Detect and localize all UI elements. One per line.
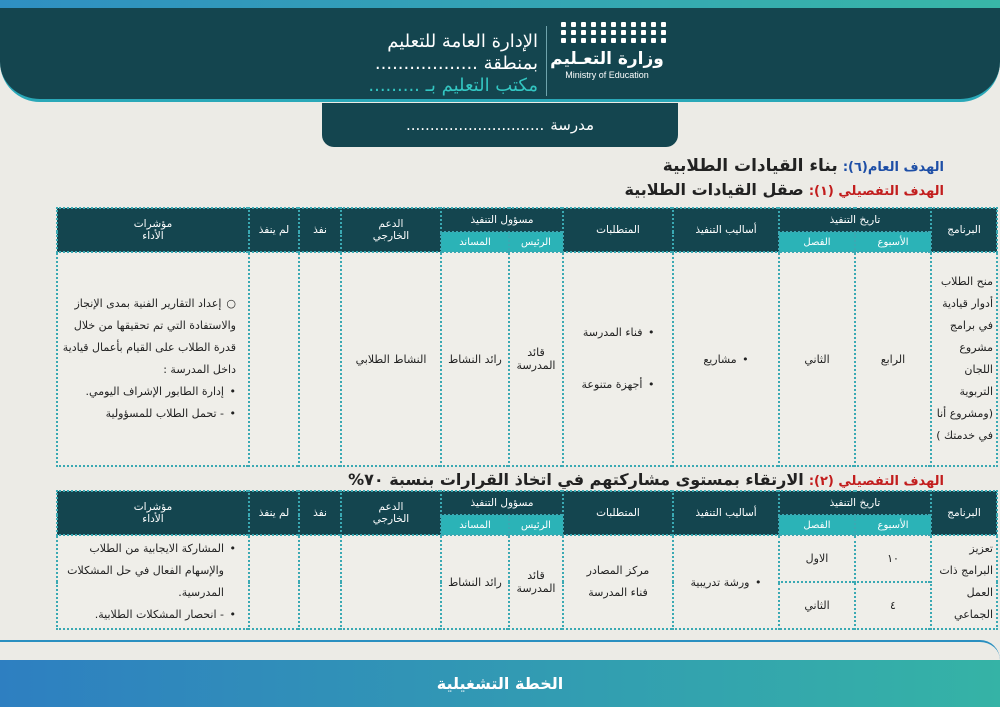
indicator-item: • إدارة الطابور الإشراف اليومي. [61,381,236,403]
footer-curve [0,640,1000,660]
done-cell [299,252,341,466]
indicator-item: • المشاركة الايجابية من الطلاب والإسهام الفعال في حل المشكلات المدرسية. [61,538,236,604]
general-goal-text: بناء القيادات الطلابية [662,156,838,176]
col-head: الرئيس [509,515,563,535]
header-text-block [368,30,538,97]
col-term: الفصل [779,232,855,252]
detail-goal-2 [348,470,944,489]
term-cell: الثاني [779,252,855,466]
footer-title: الخطة التشغيلية [436,674,564,693]
not-done-cell [249,252,299,466]
support-cell [341,535,441,629]
methods-cell [673,252,779,466]
indicator-item: • - انحصار المشكلات الطلابية. [61,604,236,626]
not-done-cell [249,535,299,629]
school-dots: ............................. [405,116,545,134]
support-cell: النشاط الطلابي [341,252,441,466]
week-cell: الرابع [855,252,931,466]
col-done: نفذ [299,491,341,535]
col-exec-date: تاريخ التنفيذ [779,491,931,515]
week-cell: ١٠ [855,535,931,582]
ministry-logo [548,22,666,100]
indicators-cell [57,535,249,629]
detail-goal-2-label: الهدف التفصيلي (٢): [808,474,944,489]
program-cell: منح الطلاب أدوار قيادية في برامج مشروع اللجان التربوية (ومشروع أنا في خدمتك ) [931,252,997,466]
requirements-cell [563,252,673,466]
method-item: • ورشة تدريبية [691,576,762,589]
header-line-2: بمنطقة .................. [374,53,538,74]
requirement-item: فناء المدرسة [588,586,648,599]
general-goal [663,156,944,176]
logo-dots-icon [566,22,666,43]
col-responsible: مسؤول التنفيذ [441,491,563,515]
indicators-cell [57,252,249,466]
detail-goal-1-text: صقل القيادات الطلابية [624,180,804,199]
school-name-box [322,103,678,147]
col-week: الأسبوع [855,515,931,535]
col-requirements: المتطلبات [563,208,673,252]
logo-english-text: Ministry of Education [565,70,649,80]
term-cell: الاول [779,535,855,582]
assistant-cell: رائد النشاط [441,252,509,466]
col-not-done: لم ينفذ [249,491,299,535]
col-program: البرنامج [931,491,997,535]
detail-goal-1 [625,180,944,199]
indicator-item: • - تحمل الطلاب للمسؤولية [61,403,236,425]
requirements-cell [563,535,673,629]
plan-table-2 [56,490,998,630]
col-week: الأسبوع [855,232,931,252]
plan-table-1 [56,207,998,467]
head-cell: قائد المدرسة [509,535,563,629]
logo-arabic-text: وزارة التعـليم [550,49,664,69]
col-indicators: مؤشرات الأداء [57,208,249,252]
requirement-item: • أجهزة متنوعة [582,359,655,411]
col-assistant: المساند [441,515,509,535]
col-support: الدعم الخارجي [341,208,441,252]
col-program: البرنامج [931,208,997,252]
header-line-3: مكتب التعليم بـ ......... [368,75,538,96]
methods-cell [673,535,779,629]
assistant-cell: رائد النشاط [441,535,509,629]
col-term: الفصل [779,515,855,535]
detail-goal-2-text: الارتقاء بمستوى مشاركتهم في اتخاذ القرارات بنسبة ٧٠% [348,470,804,489]
requirement-item: مركز المصادر [586,564,650,577]
done-cell [299,535,341,629]
table-row [57,535,997,582]
requirement-item: • فناء المدرسة [582,307,655,359]
col-responsible: مسؤول التنفيذ [441,208,563,232]
col-methods: أساليب التنفيذ [673,491,779,535]
table-row [57,252,997,466]
col-support: الدعم الخارجي [341,491,441,535]
program-cell: تعزيز البرامج ذات العمل الجماعي [931,535,997,629]
col-indicators: مؤشرات الأداء [57,491,249,535]
col-exec-date: تاريخ التنفيذ [779,208,931,232]
detail-goal-1-label: الهدف التفصيلي (١): [808,184,944,199]
header-stripe [0,0,1000,8]
footer-banner [0,660,1000,707]
school-label: مدرسة [550,116,595,134]
col-head: الرئيس [509,232,563,252]
general-goal-label: الهدف العام(٦): [842,160,944,175]
col-requirements: المتطلبات [563,491,673,535]
term-cell: الثاني [779,582,855,629]
head-cell: قائد المدرسة [509,252,563,466]
method-item: • مشاريع [703,353,748,366]
col-methods: أساليب التنفيذ [673,208,779,252]
week-cell: ٤ [855,582,931,629]
indicator-intro: ○ إعداد التقارير الفنية بمدى الإنجاز والاستفادة التي تم تحقيقها من خلال قدرة الطلاب على القيام بأعمال قيادية داخل المدرسة : [61,293,236,381]
col-assistant: المساند [441,232,509,252]
logo-separator [546,26,547,96]
header-line-1: الإدارة العامة للتعليم [387,31,538,52]
col-done: نفذ [299,208,341,252]
col-not-done: لم ينفذ [249,208,299,252]
